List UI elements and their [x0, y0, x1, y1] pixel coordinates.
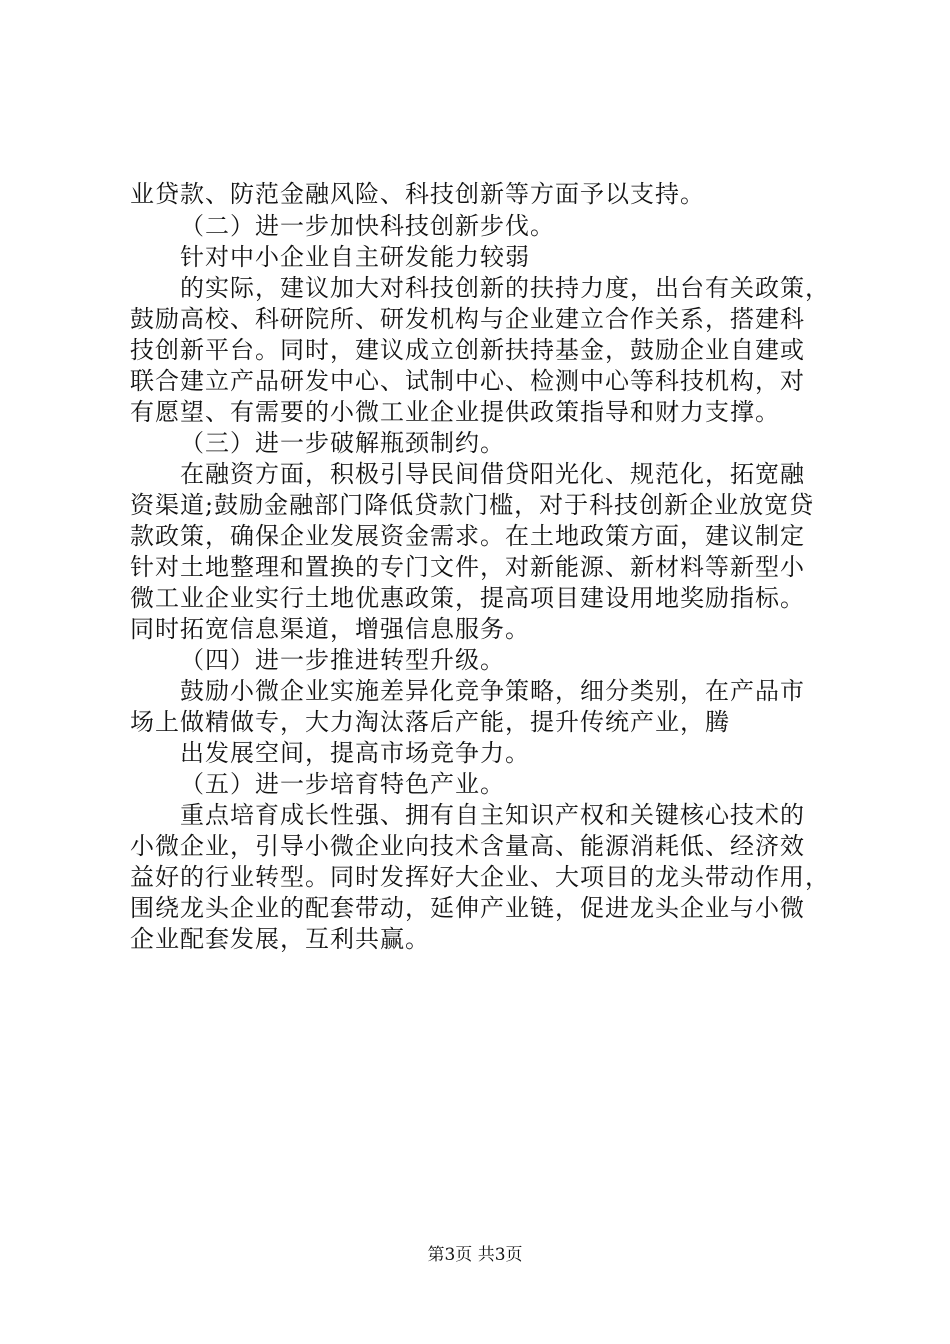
- text-line: 资渠道;鼓励金融部门降低贷款门槛，对于科技创新企业放宽贷: [130, 491, 815, 519]
- text-line: 鼓励高校、科研院所、研发机构与企业建立合作关系，搭建科: [130, 305, 805, 333]
- text-line: 出发展空间，提高市场竞争力。: [180, 739, 530, 767]
- text-line: 重点培育成长性强、拥有自主知识产权和关键核心技术的: [180, 801, 805, 829]
- text-line: 在融资方面，积极引导民间借贷阳光化、规范化，拓宽融: [180, 460, 805, 488]
- text-line: 场上做精做专，大力淘汰落后产能，提升传统产业，腾: [130, 708, 730, 736]
- section-heading: （二）进一步加快科技创新步伐。: [180, 212, 555, 240]
- text-line: 有愿望、有需要的小微工业企业提供政策指导和财力支撑。: [130, 398, 780, 426]
- text-line: 微工业企业实行土地优惠政策，提高项目建设用地奖励指标。: [130, 584, 805, 612]
- text-line: 款政策，确保企业发展资金需求。在土地政策方面，建议制定: [130, 522, 805, 550]
- section-heading: （四）进一步推进转型升级。: [180, 646, 505, 674]
- text-line: 围绕龙头企业的配套带动，延伸产业链，促进龙头企业与小微: [130, 894, 805, 922]
- text-line: 益好的行业转型。同时发挥好大企业、大项目的龙头带动作用，: [130, 863, 830, 891]
- section-heading: （五）进一步培育特色产业。: [180, 770, 505, 798]
- section-heading: （三）进一步破解瓶颈制约。: [180, 429, 505, 457]
- text-line: 针对中小企业自主研发能力较弱: [180, 243, 530, 271]
- text-line: 同时拓宽信息渠道，增强信息服务。: [130, 615, 530, 643]
- page-number-footer: 第3页 共3页: [427, 1245, 523, 1265]
- text-line: 鼓励小微企业实施差异化竞争策略，细分类别，在产品市: [180, 677, 805, 705]
- text-line: 业贷款、防范金融风险、科技创新等方面予以支持。: [130, 180, 705, 208]
- text-line: 技创新平台。同时，建议成立创新扶持基金，鼓励企业自建或: [130, 336, 805, 364]
- text-line: 的实际，建议加大对科技创新的扶持力度，出台有关政策，: [180, 274, 830, 302]
- text-line: 联合建立产品研发中心、试制中心、检测中心等科技机构，对: [130, 367, 805, 395]
- text-line: 小微企业，引导小微企业向技术含量高、能源消耗低、经济效: [130, 832, 805, 860]
- text-line: 针对土地整理和置换的专门文件，对新能源、新材料等新型小: [130, 553, 805, 581]
- text-line: 企业配套发展，互利共赢。: [130, 925, 430, 953]
